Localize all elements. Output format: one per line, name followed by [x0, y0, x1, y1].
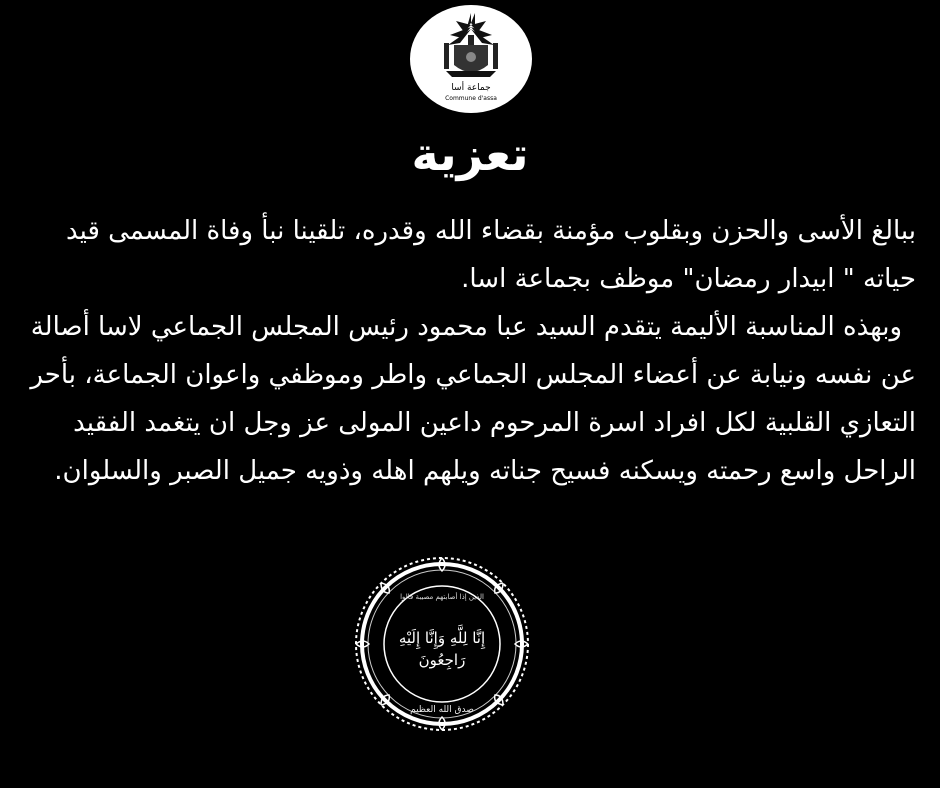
paragraph-condolence: وبهذه المناسبة الأليمة يتقدم السيد عبا محمود رئيس المجلس الجماعي لاسا أصالة عن نفسه ونيابة عن أعضاء المجلس الجماعي واطر وموظفي واعوان الجماعة، بأحر التعازي القلبية لكل افراد اسرة المرحوم داعين المولى عز وجل ان يتغمد الفقيد الراحل واسع رحمته ويسكنه فسيح جناته ويلهم اهله وذويه جميل الصبر والسلوان.	[30, 312, 916, 486]
page-title: تعزية	[411, 127, 529, 181]
emblem-verse	[353, 627, 531, 671]
logo-name-fr: Commune d'assa	[445, 95, 497, 102]
quran-verse-emblem	[353, 555, 531, 733]
paragraph-announcement: ببالغ الأسى والحزن وبقلوب مؤمنة بقضاء الله وقدره، تلقينا نبأ وفاة المسمى قيد حياته " ابيدار رمضان" موظف بجماعة اسا.	[65, 216, 916, 294]
emblem-verse-line-2: رَاجِعُونَ	[418, 651, 466, 669]
emblem-top-text: الذين إذا أصابتهم مصيبة قالوا	[400, 593, 484, 601]
commune-logo	[410, 5, 532, 113]
emblem-verse-line-1: إِنَّا لِلَّهِ وَإِنَّا إِلَيْهِ	[398, 629, 486, 647]
emblem-bottom-text: صدق الله العظيم	[410, 705, 474, 715]
condolence-text	[24, 207, 916, 495]
logo-name-ar: جماعة أسا	[451, 83, 491, 93]
